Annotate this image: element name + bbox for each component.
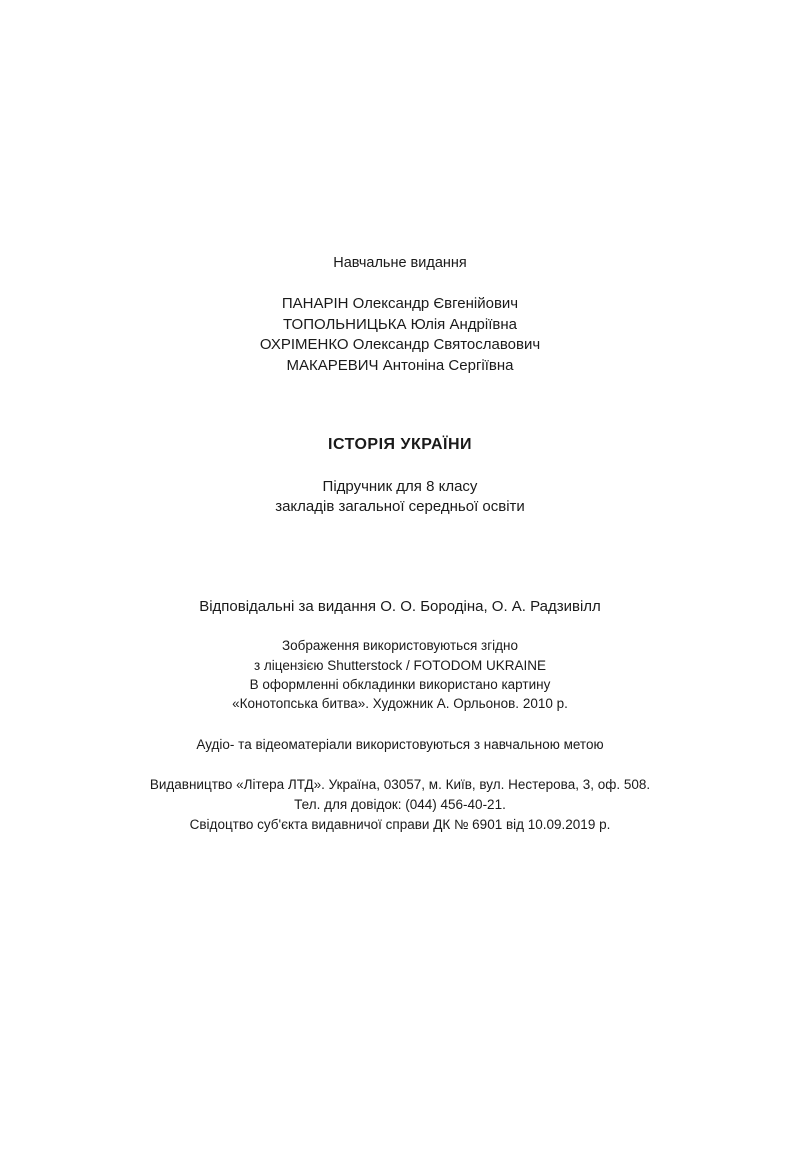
subtitle-line: закладів загальної середньої освіти	[275, 498, 525, 515]
publisher-certificate: Свідоцтво суб'єкта видавничої справи ДК № 6901 від 10.09.2019 р.	[189, 817, 611, 832]
edition-type: Навчальне видання	[333, 255, 467, 271]
image-credit-line: з ліцензією Shutterstock / FOTODOM UKRAINE	[253, 658, 547, 673]
author-name: МАКАРЕВИЧ Антоніна Сергіївна	[286, 357, 514, 374]
subtitle-line: Підручник для 8 класу	[322, 478, 478, 495]
image-credit-line: «Конотопська битва». Художник А. Орльонов. 2010 р.	[232, 696, 568, 711]
responsible-editors: Відповідальні за видання О. О. Бородіна, О. А. Радзивілл	[199, 598, 601, 615]
image-credit-line: В оформленні обкладинки використано картину	[249, 677, 551, 692]
publisher-address: Видавництво «Літера ЛТД». Україна, 03057, м. Київ, вул. Нестерова, 3, оф. 508.	[149, 777, 651, 792]
author-name: ПАНАРІН Олександр Євгенійович	[281, 295, 519, 312]
author-name: ТОПОЛЬНИЦЬКА Юлія Андріївна	[283, 316, 517, 333]
image-credit-line: Зображення використовуються згідно	[282, 638, 518, 653]
book-title: ІСТОРІЯ УКРАЇНИ	[328, 436, 472, 453]
author-name: ОХРІМЕНКО Олександр Святославович	[259, 336, 541, 353]
publisher-phone: Тел. для довідок: (044) 456-40-21.	[294, 797, 506, 812]
media-note: Аудіо- та відеоматеріали використовуються з навчальною метою	[196, 737, 604, 752]
